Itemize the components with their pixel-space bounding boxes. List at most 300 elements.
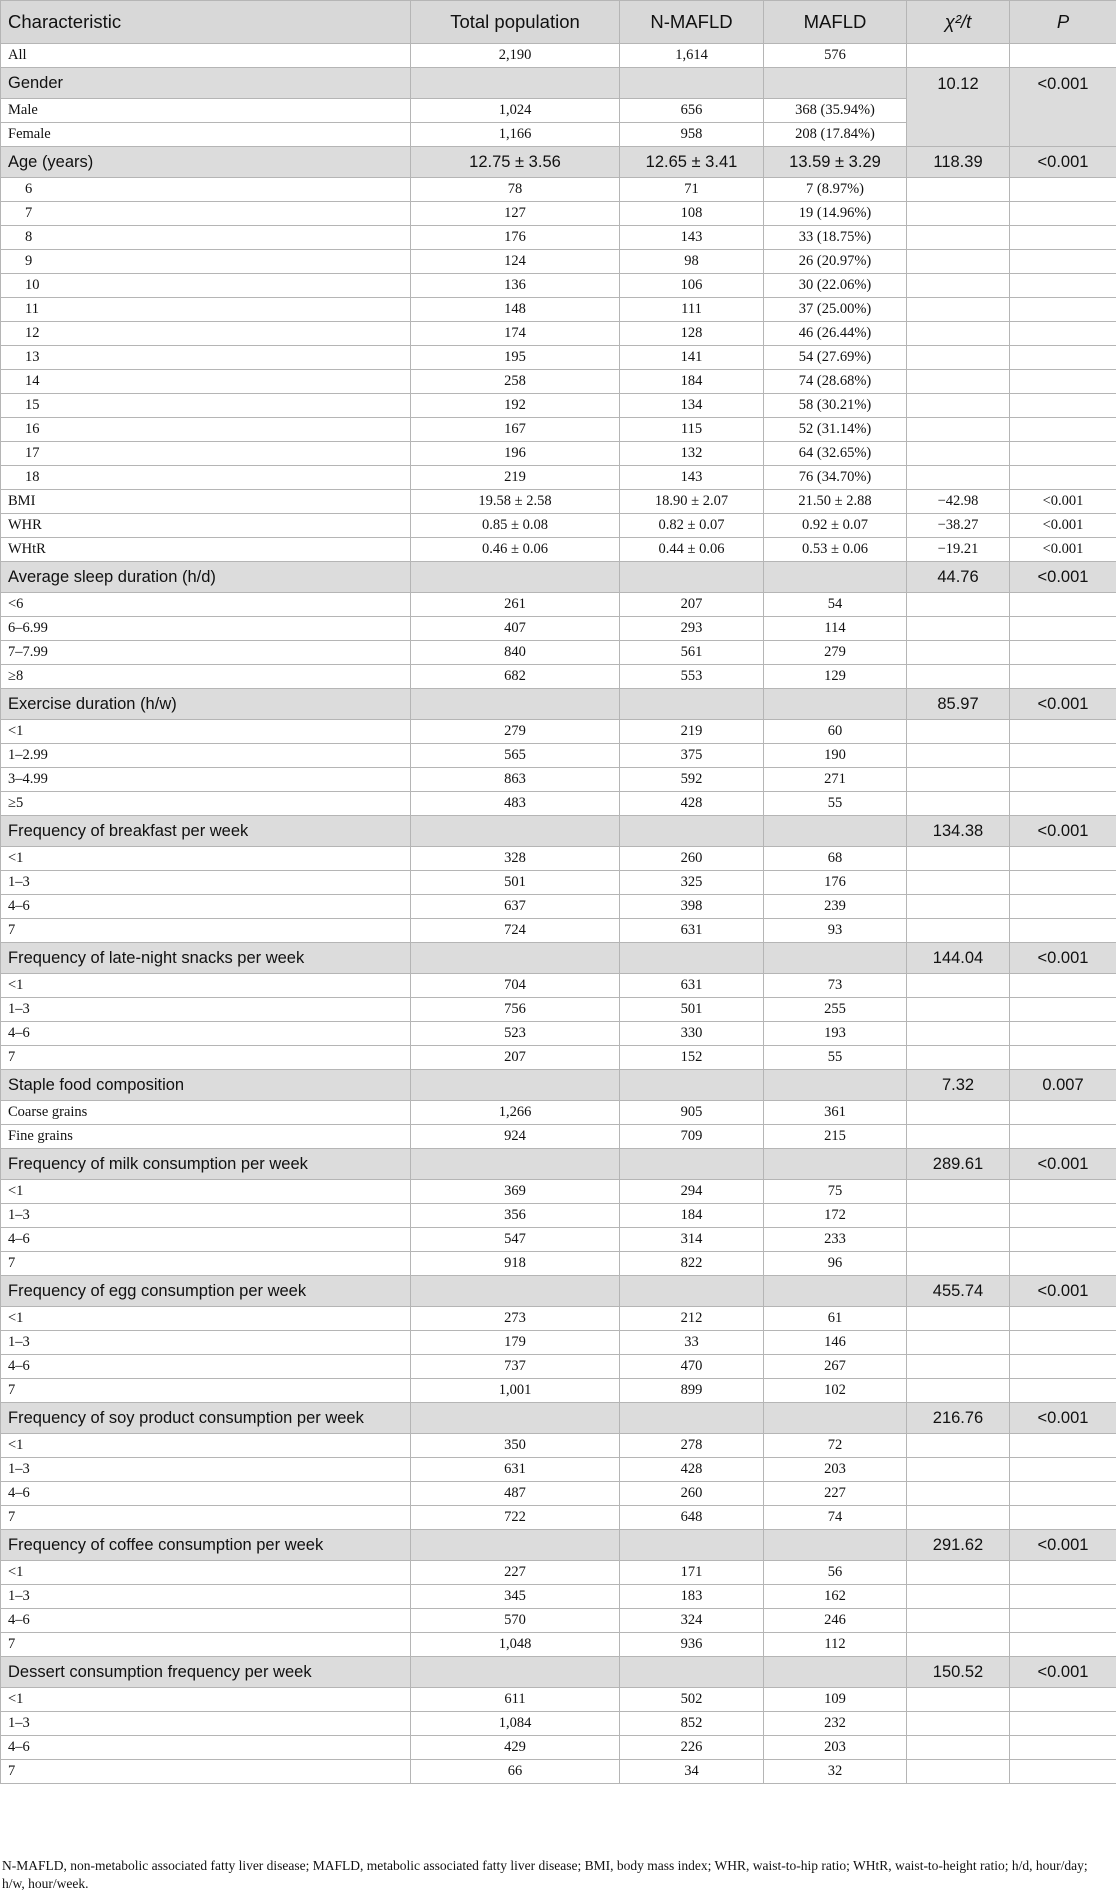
table-row bbox=[1, 418, 1116, 442]
table-row bbox=[1, 274, 1116, 298]
cell-p-value bbox=[1010, 1609, 1116, 1633]
cell-characteristic: 1–3 bbox=[1, 1585, 411, 1609]
cell-mafld: 255 bbox=[764, 998, 907, 1022]
cell-total-population: 328 bbox=[411, 847, 620, 871]
cell-p-value bbox=[1010, 665, 1116, 689]
cell-n-mafld: 709 bbox=[620, 1125, 764, 1149]
cell-p-value bbox=[1010, 1760, 1116, 1784]
cell-total-population: 1,024 bbox=[411, 99, 620, 123]
cell-characteristic: 1–3 bbox=[1, 871, 411, 895]
cell-n-mafld: 852 bbox=[620, 1712, 764, 1736]
table-row bbox=[1, 1180, 1116, 1204]
cell-p-value bbox=[1010, 1712, 1116, 1736]
table-row bbox=[1, 1633, 1116, 1657]
cell-chi-square-t: 134.38 bbox=[907, 816, 1010, 847]
cell-mafld: 361 bbox=[764, 1101, 907, 1125]
cell-characteristic: <1 bbox=[1, 974, 411, 998]
table-row bbox=[1, 1585, 1116, 1609]
table-row bbox=[1, 370, 1116, 394]
cell-n-mafld bbox=[620, 1149, 764, 1180]
cell-n-mafld bbox=[620, 943, 764, 974]
cell-mafld bbox=[764, 1070, 907, 1101]
cell-p-value bbox=[1010, 202, 1116, 226]
cell-n-mafld: 553 bbox=[620, 665, 764, 689]
cell-n-mafld bbox=[620, 1530, 764, 1561]
cell-n-mafld: 0.82 ± 0.07 bbox=[620, 514, 764, 538]
cell-characteristic: 7 bbox=[1, 202, 411, 226]
cell-n-mafld bbox=[620, 1070, 764, 1101]
cell-total-population: 429 bbox=[411, 1736, 620, 1760]
cell-chi-square-t bbox=[907, 322, 1010, 346]
cell-n-mafld: 822 bbox=[620, 1252, 764, 1276]
cell-total-population: 66 bbox=[411, 1760, 620, 1784]
cell-characteristic: 14 bbox=[1, 370, 411, 394]
table-row bbox=[1, 1355, 1116, 1379]
cell-n-mafld: 184 bbox=[620, 370, 764, 394]
cell-p-value bbox=[1010, 1688, 1116, 1712]
cell-n-mafld: 184 bbox=[620, 1204, 764, 1228]
cell-mafld: 233 bbox=[764, 1228, 907, 1252]
cell-p-value: <0.001 bbox=[1010, 689, 1116, 720]
cell-mafld: 76 (34.70%) bbox=[764, 466, 907, 490]
cell-p-value bbox=[1010, 1307, 1116, 1331]
cell-mafld: 30 (22.06%) bbox=[764, 274, 907, 298]
cell-mafld bbox=[764, 1149, 907, 1180]
cell-total-population bbox=[411, 562, 620, 593]
cell-characteristic: 16 bbox=[1, 418, 411, 442]
cell-mafld: 56 bbox=[764, 1561, 907, 1585]
cell-p-value bbox=[1010, 641, 1116, 665]
cell-total-population bbox=[411, 689, 620, 720]
cell-total-population: 722 bbox=[411, 1506, 620, 1530]
cell-characteristic: All bbox=[1, 44, 411, 68]
cell-characteristic: 1–3 bbox=[1, 1458, 411, 1482]
cell-total-population: 356 bbox=[411, 1204, 620, 1228]
cell-chi-square-t bbox=[907, 720, 1010, 744]
cell-characteristic: Female bbox=[1, 123, 411, 147]
cell-n-mafld: 212 bbox=[620, 1307, 764, 1331]
cell-chi-square-t bbox=[907, 1633, 1010, 1657]
cell-p-value bbox=[1010, 226, 1116, 250]
cell-p-value bbox=[1010, 1228, 1116, 1252]
cell-p-value bbox=[1010, 1458, 1116, 1482]
table-row bbox=[1, 44, 1116, 68]
cell-p-value bbox=[1010, 394, 1116, 418]
cell-total-population: 1,048 bbox=[411, 1633, 620, 1657]
cell-total-population: 174 bbox=[411, 322, 620, 346]
table-row bbox=[1, 1101, 1116, 1125]
cell-chi-square-t: 44.76 bbox=[907, 562, 1010, 593]
cell-total-population: 1,084 bbox=[411, 1712, 620, 1736]
cell-total-population: 0.46 ± 0.06 bbox=[411, 538, 620, 562]
cell-total-population bbox=[411, 943, 620, 974]
cell-n-mafld: 115 bbox=[620, 418, 764, 442]
cell-total-population bbox=[411, 1149, 620, 1180]
table-row bbox=[1, 768, 1116, 792]
cell-mafld: 74 bbox=[764, 1506, 907, 1530]
table-row bbox=[1, 1046, 1116, 1070]
table-section-row bbox=[1, 1149, 1116, 1180]
cell-chi-square-t bbox=[907, 641, 1010, 665]
table-header-row bbox=[1, 1, 1116, 44]
table-row bbox=[1, 1307, 1116, 1331]
cell-mafld: 576 bbox=[764, 44, 907, 68]
cell-chi-square-t bbox=[907, 919, 1010, 943]
cell-characteristic: <1 bbox=[1, 720, 411, 744]
cell-mafld: 74 (28.68%) bbox=[764, 370, 907, 394]
cell-p-value bbox=[1010, 895, 1116, 919]
cell-chi-square-t bbox=[907, 974, 1010, 998]
cell-total-population bbox=[411, 1070, 620, 1101]
cell-mafld: 7 (8.97%) bbox=[764, 178, 907, 202]
cell-p-value bbox=[1010, 1331, 1116, 1355]
cell-chi-square-t: 216.76 bbox=[907, 1403, 1010, 1434]
cell-mafld: 271 bbox=[764, 768, 907, 792]
cell-chi-square-t bbox=[907, 1585, 1010, 1609]
cell-n-mafld: 428 bbox=[620, 792, 764, 816]
cell-characteristic: Frequency of egg consumption per week bbox=[1, 1276, 411, 1307]
cell-characteristic: <1 bbox=[1, 1561, 411, 1585]
cell-chi-square-t bbox=[907, 1101, 1010, 1125]
cell-n-mafld: 561 bbox=[620, 641, 764, 665]
cell-characteristic: 12 bbox=[1, 322, 411, 346]
cell-n-mafld: 899 bbox=[620, 1379, 764, 1403]
cell-characteristic: 7 bbox=[1, 1633, 411, 1657]
cell-mafld: 58 (30.21%) bbox=[764, 394, 907, 418]
cell-mafld: 73 bbox=[764, 974, 907, 998]
cell-mafld: 32 bbox=[764, 1760, 907, 1784]
cell-characteristic: WHR bbox=[1, 514, 411, 538]
header-chi-square-t: χ²/t bbox=[907, 1, 1010, 44]
cell-chi-square-t bbox=[907, 274, 1010, 298]
cell-p-value bbox=[1010, 998, 1116, 1022]
table-row bbox=[1, 1506, 1116, 1530]
cell-mafld: 0.53 ± 0.06 bbox=[764, 538, 907, 562]
table-row bbox=[1, 744, 1116, 768]
cell-chi-square-t: −42.98 bbox=[907, 490, 1010, 514]
cell-characteristic: 1–3 bbox=[1, 1331, 411, 1355]
cell-mafld: 64 (32.65%) bbox=[764, 442, 907, 466]
cell-total-population: 179 bbox=[411, 1331, 620, 1355]
cell-characteristic: Coarse grains bbox=[1, 1101, 411, 1125]
cell-chi-square-t: −19.21 bbox=[907, 538, 1010, 562]
cell-characteristic: Gender bbox=[1, 68, 411, 99]
cell-p-value bbox=[1010, 298, 1116, 322]
cell-p-value bbox=[1010, 1252, 1116, 1276]
table-row bbox=[1, 394, 1116, 418]
cell-n-mafld bbox=[620, 1276, 764, 1307]
table-row bbox=[1, 514, 1116, 538]
cell-characteristic: 6–6.99 bbox=[1, 617, 411, 641]
table-row bbox=[1, 871, 1116, 895]
cell-p-value bbox=[1010, 1022, 1116, 1046]
cell-p-value bbox=[1010, 768, 1116, 792]
cell-n-mafld: 71 bbox=[620, 178, 764, 202]
table-row bbox=[1, 346, 1116, 370]
cell-total-population: 176 bbox=[411, 226, 620, 250]
table-row bbox=[1, 298, 1116, 322]
table-row bbox=[1, 919, 1116, 943]
cell-chi-square-t bbox=[907, 1688, 1010, 1712]
cell-characteristic: 9 bbox=[1, 250, 411, 274]
cell-p-value bbox=[1010, 744, 1116, 768]
cell-characteristic: <1 bbox=[1, 1180, 411, 1204]
cell-mafld: 0.92 ± 0.07 bbox=[764, 514, 907, 538]
cell-p-value bbox=[1010, 274, 1116, 298]
cell-total-population: 407 bbox=[411, 617, 620, 641]
cell-n-mafld: 171 bbox=[620, 1561, 764, 1585]
table-row bbox=[1, 1609, 1116, 1633]
cell-characteristic: 4–6 bbox=[1, 1022, 411, 1046]
cell-chi-square-t bbox=[907, 1022, 1010, 1046]
table-body bbox=[1, 44, 1116, 1784]
cell-characteristic: Age (years) bbox=[1, 147, 411, 178]
cell-n-mafld: 293 bbox=[620, 617, 764, 641]
cell-chi-square-t: 7.32 bbox=[907, 1070, 1010, 1101]
cell-p-value bbox=[1010, 1046, 1116, 1070]
cell-characteristic: ≥8 bbox=[1, 665, 411, 689]
cell-characteristic: 7 bbox=[1, 1506, 411, 1530]
cell-total-population: 637 bbox=[411, 895, 620, 919]
cell-total-population: 167 bbox=[411, 418, 620, 442]
cell-n-mafld: 207 bbox=[620, 593, 764, 617]
cell-p-value bbox=[1010, 178, 1116, 202]
cell-n-mafld: 501 bbox=[620, 998, 764, 1022]
cell-total-population: 124 bbox=[411, 250, 620, 274]
cell-chi-square-t bbox=[907, 346, 1010, 370]
cell-n-mafld: 183 bbox=[620, 1585, 764, 1609]
table-section-row bbox=[1, 1276, 1116, 1307]
cell-mafld: 54 bbox=[764, 593, 907, 617]
cell-characteristic: 1–3 bbox=[1, 1204, 411, 1228]
table-row bbox=[1, 998, 1116, 1022]
cell-characteristic: 7 bbox=[1, 919, 411, 943]
cell-mafld: 203 bbox=[764, 1736, 907, 1760]
cell-p-value bbox=[1010, 720, 1116, 744]
cell-p-value bbox=[1010, 44, 1116, 68]
cell-mafld: 129 bbox=[764, 665, 907, 689]
cell-characteristic: WHtR bbox=[1, 538, 411, 562]
cell-chi-square-t bbox=[907, 1712, 1010, 1736]
cell-chi-square-t: −38.27 bbox=[907, 514, 1010, 538]
cell-chi-square-t: 150.52 bbox=[907, 1657, 1010, 1688]
cell-characteristic: ≥5 bbox=[1, 792, 411, 816]
table-row bbox=[1, 490, 1116, 514]
cell-n-mafld: 330 bbox=[620, 1022, 764, 1046]
cell-chi-square-t bbox=[907, 1180, 1010, 1204]
cell-total-population: 1,166 bbox=[411, 123, 620, 147]
cell-chi-square-t bbox=[907, 1331, 1010, 1355]
cell-characteristic: BMI bbox=[1, 490, 411, 514]
cell-n-mafld: 958 bbox=[620, 123, 764, 147]
cell-n-mafld: 34 bbox=[620, 1760, 764, 1784]
cell-mafld: 190 bbox=[764, 744, 907, 768]
cell-n-mafld bbox=[620, 562, 764, 593]
table-row bbox=[1, 1434, 1116, 1458]
cell-total-population: 487 bbox=[411, 1482, 620, 1506]
cell-n-mafld: 631 bbox=[620, 974, 764, 998]
cell-chi-square-t bbox=[907, 1561, 1010, 1585]
cell-mafld: 21.50 ± 2.88 bbox=[764, 490, 907, 514]
table-footnote: N-MAFLD, non-metabolic associated fatty liver disease; MAFLD, metabolic associated fatty liver disease; BMI, body mass index; WHR, waist-to-hip ratio; WHtR, waist-to-height ratio; h/d, hour/day; h/w, hour/week. bbox=[2, 1857, 1112, 1893]
cell-chi-square-t: 85.97 bbox=[907, 689, 1010, 720]
cell-p-value bbox=[1010, 1125, 1116, 1149]
cell-mafld: 19 (14.96%) bbox=[764, 202, 907, 226]
cell-p-value: <0.001 bbox=[1010, 68, 1116, 147]
cell-mafld: 279 bbox=[764, 641, 907, 665]
cell-total-population: 1,001 bbox=[411, 1379, 620, 1403]
cell-characteristic: Frequency of breakfast per week bbox=[1, 816, 411, 847]
cell-p-value bbox=[1010, 346, 1116, 370]
table-row bbox=[1, 1379, 1116, 1403]
cell-n-mafld: 905 bbox=[620, 1101, 764, 1125]
cell-chi-square-t bbox=[907, 1736, 1010, 1760]
cell-mafld: 33 (18.75%) bbox=[764, 226, 907, 250]
cell-p-value bbox=[1010, 442, 1116, 466]
cell-p-value bbox=[1010, 1434, 1116, 1458]
cell-characteristic: 17 bbox=[1, 442, 411, 466]
cell-total-population: 219 bbox=[411, 466, 620, 490]
cell-mafld: 146 bbox=[764, 1331, 907, 1355]
cell-n-mafld: 592 bbox=[620, 768, 764, 792]
cell-mafld bbox=[764, 1403, 907, 1434]
cell-chi-square-t bbox=[907, 998, 1010, 1022]
cell-chi-square-t bbox=[907, 847, 1010, 871]
cell-mafld: 55 bbox=[764, 792, 907, 816]
table-row bbox=[1, 466, 1116, 490]
cell-p-value: <0.001 bbox=[1010, 490, 1116, 514]
table-row bbox=[1, 1688, 1116, 1712]
cell-mafld: 246 bbox=[764, 1609, 907, 1633]
cell-mafld: 232 bbox=[764, 1712, 907, 1736]
cell-p-value bbox=[1010, 1506, 1116, 1530]
cell-p-value bbox=[1010, 871, 1116, 895]
cell-characteristic: 4–6 bbox=[1, 1736, 411, 1760]
cell-n-mafld: 648 bbox=[620, 1506, 764, 1530]
cell-characteristic: 4–6 bbox=[1, 1355, 411, 1379]
cell-p-value bbox=[1010, 792, 1116, 816]
cell-n-mafld: 132 bbox=[620, 442, 764, 466]
cell-p-value bbox=[1010, 974, 1116, 998]
cell-total-population: 369 bbox=[411, 1180, 620, 1204]
cell-characteristic: 11 bbox=[1, 298, 411, 322]
cell-total-population: 192 bbox=[411, 394, 620, 418]
cell-n-mafld: 314 bbox=[620, 1228, 764, 1252]
cell-p-value bbox=[1010, 593, 1116, 617]
cell-mafld: 109 bbox=[764, 1688, 907, 1712]
table-row bbox=[1, 665, 1116, 689]
table-row bbox=[1, 1228, 1116, 1252]
table-row bbox=[1, 1331, 1116, 1355]
cell-total-population: 756 bbox=[411, 998, 620, 1022]
cell-characteristic: 4–6 bbox=[1, 1482, 411, 1506]
cell-chi-square-t bbox=[907, 250, 1010, 274]
header-mafld: MAFLD bbox=[764, 1, 907, 44]
cell-p-value: <0.001 bbox=[1010, 1530, 1116, 1561]
cell-mafld: 227 bbox=[764, 1482, 907, 1506]
cell-chi-square-t bbox=[907, 1379, 1010, 1403]
cell-total-population bbox=[411, 68, 620, 99]
cell-mafld: 37 (25.00%) bbox=[764, 298, 907, 322]
cell-characteristic: 15 bbox=[1, 394, 411, 418]
cell-chi-square-t bbox=[907, 768, 1010, 792]
cell-p-value bbox=[1010, 1355, 1116, 1379]
cell-mafld bbox=[764, 816, 907, 847]
cell-n-mafld bbox=[620, 1403, 764, 1434]
table-row bbox=[1, 442, 1116, 466]
cell-n-mafld: 111 bbox=[620, 298, 764, 322]
table-row bbox=[1, 847, 1116, 871]
cell-chi-square-t bbox=[907, 466, 1010, 490]
cell-chi-square-t bbox=[907, 1307, 1010, 1331]
cell-characteristic: <1 bbox=[1, 1434, 411, 1458]
cell-characteristic: Frequency of milk consumption per week bbox=[1, 1149, 411, 1180]
cell-p-value bbox=[1010, 1379, 1116, 1403]
cell-n-mafld: 325 bbox=[620, 871, 764, 895]
cell-n-mafld: 428 bbox=[620, 1458, 764, 1482]
cell-n-mafld: 375 bbox=[620, 744, 764, 768]
cell-p-value: 0.007 bbox=[1010, 1070, 1116, 1101]
table-row bbox=[1, 617, 1116, 641]
cell-chi-square-t bbox=[907, 593, 1010, 617]
table-row bbox=[1, 322, 1116, 346]
cell-characteristic: 4–6 bbox=[1, 1609, 411, 1633]
cell-total-population: 148 bbox=[411, 298, 620, 322]
cell-chi-square-t: 118.39 bbox=[907, 147, 1010, 178]
cell-characteristic: Exercise duration (h/w) bbox=[1, 689, 411, 720]
table-row bbox=[1, 1712, 1116, 1736]
cell-chi-square-t bbox=[907, 871, 1010, 895]
cell-characteristic: 18 bbox=[1, 466, 411, 490]
cell-mafld bbox=[764, 689, 907, 720]
cell-chi-square-t bbox=[907, 44, 1010, 68]
cell-p-value bbox=[1010, 1585, 1116, 1609]
cell-n-mafld: 260 bbox=[620, 847, 764, 871]
table-section-row bbox=[1, 943, 1116, 974]
table-row bbox=[1, 538, 1116, 562]
cell-chi-square-t bbox=[907, 1434, 1010, 1458]
cell-total-population: 840 bbox=[411, 641, 620, 665]
cell-mafld: 114 bbox=[764, 617, 907, 641]
table-row bbox=[1, 895, 1116, 919]
cell-chi-square-t: 289.61 bbox=[907, 1149, 1010, 1180]
cell-total-population: 863 bbox=[411, 768, 620, 792]
table-row bbox=[1, 1736, 1116, 1760]
cell-mafld: 13.59 ± 3.29 bbox=[764, 147, 907, 178]
cell-characteristic: 6 bbox=[1, 178, 411, 202]
cell-characteristic: Frequency of soy product consumption per week bbox=[1, 1403, 411, 1434]
cell-total-population: 207 bbox=[411, 1046, 620, 1070]
cell-n-mafld: 128 bbox=[620, 322, 764, 346]
cell-chi-square-t bbox=[907, 1355, 1010, 1379]
cell-characteristic: 10 bbox=[1, 274, 411, 298]
cell-n-mafld: 18.90 ± 2.07 bbox=[620, 490, 764, 514]
cell-characteristic: 1–3 bbox=[1, 998, 411, 1022]
cell-chi-square-t bbox=[907, 418, 1010, 442]
cell-chi-square-t bbox=[907, 744, 1010, 768]
cell-characteristic: 7 bbox=[1, 1046, 411, 1070]
cell-characteristic: Frequency of coffee consumption per week bbox=[1, 1530, 411, 1561]
cell-chi-square-t bbox=[907, 1228, 1010, 1252]
cell-mafld: 75 bbox=[764, 1180, 907, 1204]
cell-characteristic: Dessert consumption frequency per week bbox=[1, 1657, 411, 1688]
cell-n-mafld: 226 bbox=[620, 1736, 764, 1760]
cell-total-population: 547 bbox=[411, 1228, 620, 1252]
cell-characteristic: 7–7.99 bbox=[1, 641, 411, 665]
cell-total-population: 483 bbox=[411, 792, 620, 816]
table-row bbox=[1, 1458, 1116, 1482]
cell-chi-square-t: 144.04 bbox=[907, 943, 1010, 974]
